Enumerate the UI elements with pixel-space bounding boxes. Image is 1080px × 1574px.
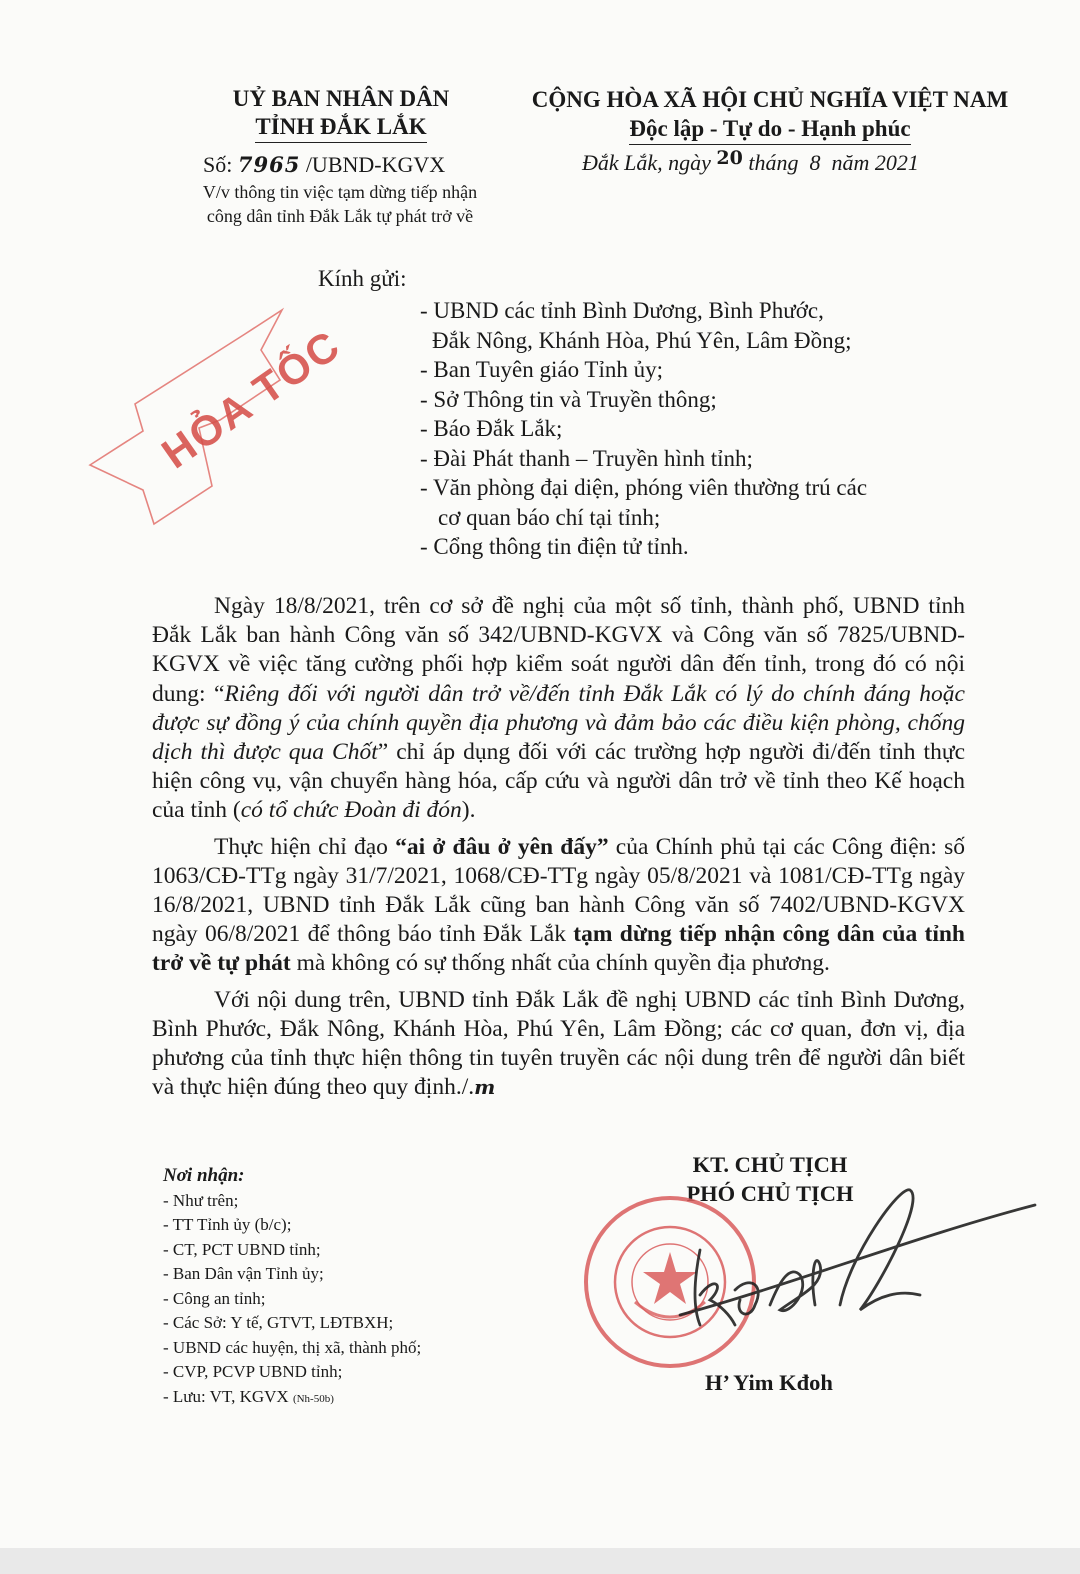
receiver-item: - CVP, PCVP UBND tỉnh; bbox=[163, 1362, 343, 1381]
receiver-item: - Như trên; bbox=[163, 1190, 239, 1210]
issuing-authority bbox=[196, 85, 486, 143]
authority-line-2: TỈNH ĐẮK LẮK bbox=[255, 113, 426, 143]
p2-slogan-bold: “ai ở đâu ở yên đấy” bbox=[395, 833, 609, 860]
initial-mark: m bbox=[474, 1075, 496, 1100]
receivers-title: Nơi nhận: bbox=[163, 1165, 245, 1186]
recipient-line: Đắk Nông, Khánh Hòa, Phú Yên, Lâm Đồng; bbox=[432, 327, 852, 353]
subject-line-2: công dân tỉnh Đắk Lắk tự phát trở về bbox=[206, 206, 474, 226]
authority-line-2-wrap bbox=[196, 113, 486, 143]
p2-text-a: Thực hiện chỉ đạo bbox=[214, 833, 396, 860]
p1-text-a: Ngày 18/8/2021, trên cơ sở đề nghị của một số tỉnh, thành phố, UBND tỉnh Đắk Lắk ban hành Công văn số 342/UBND-KGVX và Công văn số 7825/UBND-KGVX về việc tăng cường phối hợp kiểm soát người dân đến tỉnh, trong đó có nội dung: “ bbox=[152, 593, 965, 707]
paragraph-1 bbox=[152, 592, 965, 826]
paragraph-3 bbox=[152, 986, 965, 1103]
role-line-2: PHÓ CHỦ TỊCH bbox=[686, 1181, 854, 1206]
subject-line-1: V/v thông tin việc tạm dừng tiếp nhận bbox=[202, 182, 478, 202]
motto-wrap bbox=[520, 114, 1020, 145]
p2-text-c: của Chính phủ tại các Công điện: số 1063/CĐ-TTg ngày 31/7/2021, 1068/CĐ-TTg ngày 05/8/2021 và 1081/CĐ-TTg ngày 16/8/2021, UBND tỉnh Đắk Lắk cũng ban hành Công văn số 7402/UBND-KGVX ngày 06/8/2021 để thông báo tỉnh Đắk Lắk bbox=[152, 833, 966, 948]
letter-body bbox=[152, 592, 965, 1102]
role-line-1: KT. CHỦ TỊCH bbox=[692, 1152, 848, 1177]
p3-text: Với nội dung trên, UBND tỉnh Đắk Lắk đề nghị UBND các tỉnh Bình Dương, Bình Phước, Đắk Nông, Khánh Hòa, Phú Yên, Lâm Đồng; các cơ quan, đơn vị, địa phương của tỉnh thực hiện thông tin tuyên truyền các nội dung trên để người dân biết và thực hiện đúng theo quy định./. bbox=[152, 986, 965, 1101]
recipient-line: - Ban Tuyên giáo Tỉnh ủy; bbox=[420, 357, 664, 382]
stamp-text: HỎA TỐC bbox=[153, 320, 349, 478]
receiver-item: - UBND các huyện, thị xã, thành phố; bbox=[163, 1337, 422, 1357]
paragraph-2 bbox=[152, 833, 965, 979]
p1-note-italic: có tổ chức Đoàn đi đón bbox=[240, 797, 462, 824]
recipient-line: - Sở Thông tin và Truyền thông; bbox=[420, 386, 717, 412]
receiver-item: - Các Sở: Y tế, GTVT, LĐTBXH; bbox=[163, 1313, 394, 1332]
number-handwritten: 7965 bbox=[237, 152, 301, 177]
recipient-list bbox=[420, 296, 867, 562]
document-date bbox=[582, 147, 919, 176]
number-label: Số: bbox=[203, 152, 233, 177]
receivers-block bbox=[163, 1164, 421, 1411]
p1-quote-italic: Riêng đối với người dân trở về/đến tỉnh Đắk Lắk có lý do chính đáng hoặc được sự đồng ý của chính quyền địa phương và đảm bảo các điều kiện phòng, chống dịch thì được qua Chốt bbox=[152, 680, 965, 766]
date-rest: tháng 8 năm 2021 bbox=[748, 150, 919, 175]
national-header bbox=[520, 85, 1020, 145]
recipient-line: - Báo Đắk Lắk; bbox=[420, 416, 563, 441]
recipient-line: - Văn phòng đại diện, phóng viên thường trú các bbox=[420, 475, 868, 500]
receiver-item: - Ban Dân vận Tỉnh ủy; bbox=[163, 1264, 324, 1283]
urgent-stamp bbox=[75, 300, 349, 535]
receiver-item: - Lưu: VT, KGVX bbox=[163, 1386, 289, 1406]
document-number bbox=[203, 152, 445, 178]
greeting: Kính gửi: bbox=[318, 266, 407, 291]
recipient-line: - Cổng thông tin điện tử tỉnh. bbox=[420, 534, 689, 559]
recipient-line: cơ quan báo chí tại tỉnh; bbox=[438, 504, 661, 530]
p2-text-e: mà không có sự thống nhất của chính quyền địa phương. bbox=[290, 950, 830, 977]
number-suffix: /UBND-KGVX bbox=[305, 152, 446, 177]
receiver-item: - TT Tỉnh ủy (b/c); bbox=[163, 1215, 292, 1234]
p1-text-e: ). bbox=[461, 797, 476, 824]
signer-name: H’ Yim Kđoh bbox=[705, 1370, 833, 1395]
national-motto: Độc lập - Tự do - Hạnh phúc bbox=[629, 114, 910, 145]
handwritten-signature bbox=[640, 1165, 1040, 1365]
receiver-item: - CT, PCT UBND tỉnh; bbox=[163, 1239, 321, 1259]
receiver-item: - Công an tỉnh; bbox=[163, 1288, 266, 1308]
p1-text-c: ” chỉ áp dụng đối với các trường hợp người đi/đến tỉnh thực hiện công vụ, vận chuyển hàng hóa, cấp cứu và người dân trở về tỉnh theo Kế hoạch của tỉnh ( bbox=[152, 739, 965, 824]
subject-summary bbox=[150, 180, 530, 228]
recipient-line: - UBND các tỉnh Bình Dương, Bình Phước, bbox=[420, 298, 824, 323]
p2-emphasis-bold: tạm dừng tiếp nhận công dân của tỉnh trở về tự phát bbox=[152, 921, 966, 977]
receiver-item-last bbox=[163, 1385, 421, 1412]
nation-title: CỘNG HÒA XÃ HỘI CHỦ NGHĨA VIỆT NAM bbox=[531, 87, 1009, 112]
recipient-line: - Đài Phát thanh – Truyền hình tỉnh; bbox=[420, 445, 753, 471]
archive-code: (Nh-50b) bbox=[292, 1392, 334, 1405]
authority-line-1: UỶ BAN NHÂN DÂN bbox=[232, 86, 450, 111]
date-prefix: Đắk Lắk, ngày bbox=[582, 150, 711, 175]
date-day-handwritten: 20 bbox=[716, 147, 743, 169]
